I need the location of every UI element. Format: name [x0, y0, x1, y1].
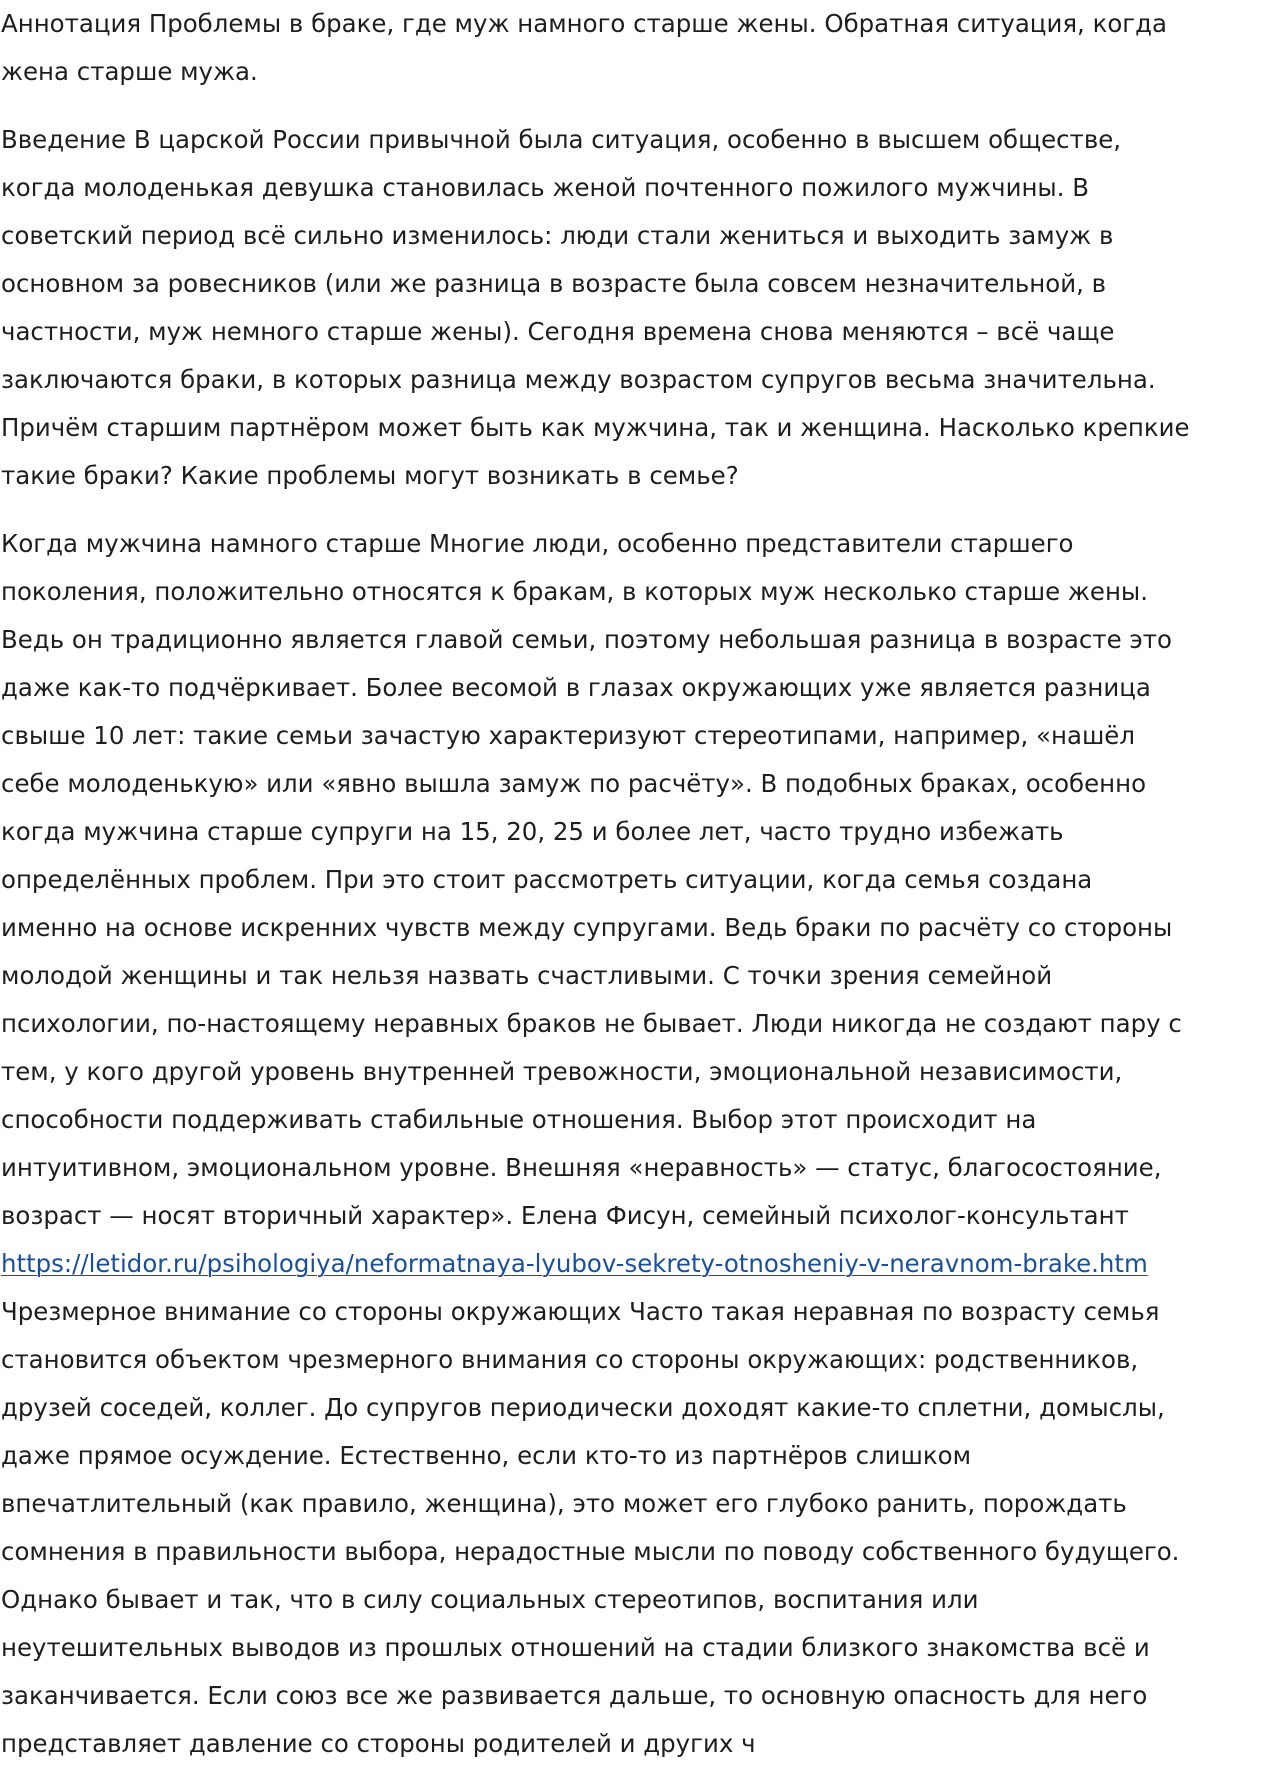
text-line: жена старше мужа.	[1, 57, 258, 86]
text-line: Когда мужчина намного старше Многие люди, особенно представители старшего	[1, 529, 1074, 558]
text-line: когда мужчина старше супруги на 15, 20, 25 и более лет, часто трудно избежать	[1, 817, 1064, 846]
paragraph-older-man	[1, 520, 1270, 1768]
text-line: Причём старшим партнёром может быть как мужчина, так и женщина. Насколько крепкие	[1, 413, 1190, 442]
text-line: свыше 10 лет: такие семьи зачастую характеризуют стереотипами, например, «нашёл	[1, 721, 1135, 750]
text-line: советский период всё сильно изменилось: люди стали жениться и выходить замуж в	[1, 221, 1114, 250]
text-line: когда молоденькая девушка становилась женой почтенного пожилого мужчины. В	[1, 173, 1090, 202]
text-line: становится объектом чрезмерного внимания со стороны окружающих: родственников,	[1, 1345, 1139, 1374]
source-link-line	[1, 1240, 1267, 1288]
text-line: молодой женщины и так нельзя назвать счастливыми. С точки зрения семейной	[1, 961, 1053, 990]
text-line: Введение В царской России привычной была ситуация, особенно в высшем обществе,	[1, 125, 1122, 154]
text-line: способности поддерживать стабильные отношения. Выбор этот происходит на	[1, 1105, 1037, 1134]
text-line: поколения, положительно относятся к бракам, в которых муж несколько старше жены.	[1, 577, 1149, 606]
text-line: представляет давление со стороны родителей и других ч	[1, 1729, 756, 1758]
text-line: психологии, по-настоящему неравных браков не бывает. Люди никогда не создают пару с	[1, 1009, 1182, 1038]
text-line: Чрезмерное внимание со стороны окружающих Часто такая неравная по возрасту семья	[1, 1297, 1160, 1326]
text-line: тем, у кого другой уровень внутренней тревожности, эмоциональной независимости,	[1, 1057, 1123, 1086]
text-line: сомнения в правильности выбора, нерадостные мысли по поводу собственного будущего.	[1, 1537, 1180, 1566]
text-line: даже прямое осуждение. Естественно, если кто-то из партнёров слишком	[1, 1441, 972, 1470]
text-line: Аннотация Проблемы в браке, где муж намного старше жены. Обратная ситуация, когда	[1, 9, 1168, 38]
text-line: впечатлительный (как правило, женщина), это может его глубоко ранить, порождать	[1, 1489, 1127, 1518]
text-line: возраст — носят вторичный характер». Елена Фисун, семейный психолог-консультант	[1, 1201, 1129, 1230]
text-line: заканчивается. Если союз все же развивается дальше, то основную опасность для него	[1, 1681, 1148, 1710]
text-line: интуитивном, эмоциональном уровне. Внешняя «неравность» — статус, благосостояние,	[1, 1153, 1162, 1182]
text-line: неутешительных выводов из прошлых отношений на стадии близкого знакомства всё и	[1, 1633, 1150, 1662]
text-line: даже как-то подчёркивает. Более весомой в глазах окружающих уже является разница	[1, 673, 1151, 702]
paragraph-annotation	[1, 0, 1270, 96]
text-line: основном за ровесников (или же разница в возрасте была совсем незначительной, в	[1, 269, 1107, 298]
text-line: Однако бывает и так, что в силу социальных стереотипов, воспитания или	[1, 1585, 979, 1614]
text-line: именно на основе искренних чувств между супругами. Ведь браки по расчёту со стороны	[1, 913, 1173, 942]
source-link[interactable]: https://letidor.ru/psihologiya/neformatnaya-lyubov-sekrety-otnosheniy-v-neravnom-brake.htm	[1, 1249, 1148, 1278]
paragraph-introduction	[1, 116, 1270, 500]
text-line: Ведь он традиционно является главой семьи, поэтому небольшая разница в возрасте это	[1, 625, 1172, 654]
text-line: друзей соседей, коллег. До супругов периодически доходят какие-то сплетни, домыслы,	[1, 1393, 1165, 1422]
text-line: такие браки? Какие проблемы могут возникать в семье?	[1, 461, 739, 490]
text-line: себе молоденькую» или «явно вышла замуж по расчёту». В подобных браках, особенно	[1, 769, 1147, 798]
text-line: заключаются браки, в которых разница между возрастом супругов весьма значительна.	[1, 365, 1156, 394]
text-line: определённых проблем. При это стоит рассмотреть ситуации, когда семья создана	[1, 865, 1093, 894]
text-line: частности, муж немного старше жены). Сегодня времена снова меняются – всё чаще	[1, 317, 1115, 346]
